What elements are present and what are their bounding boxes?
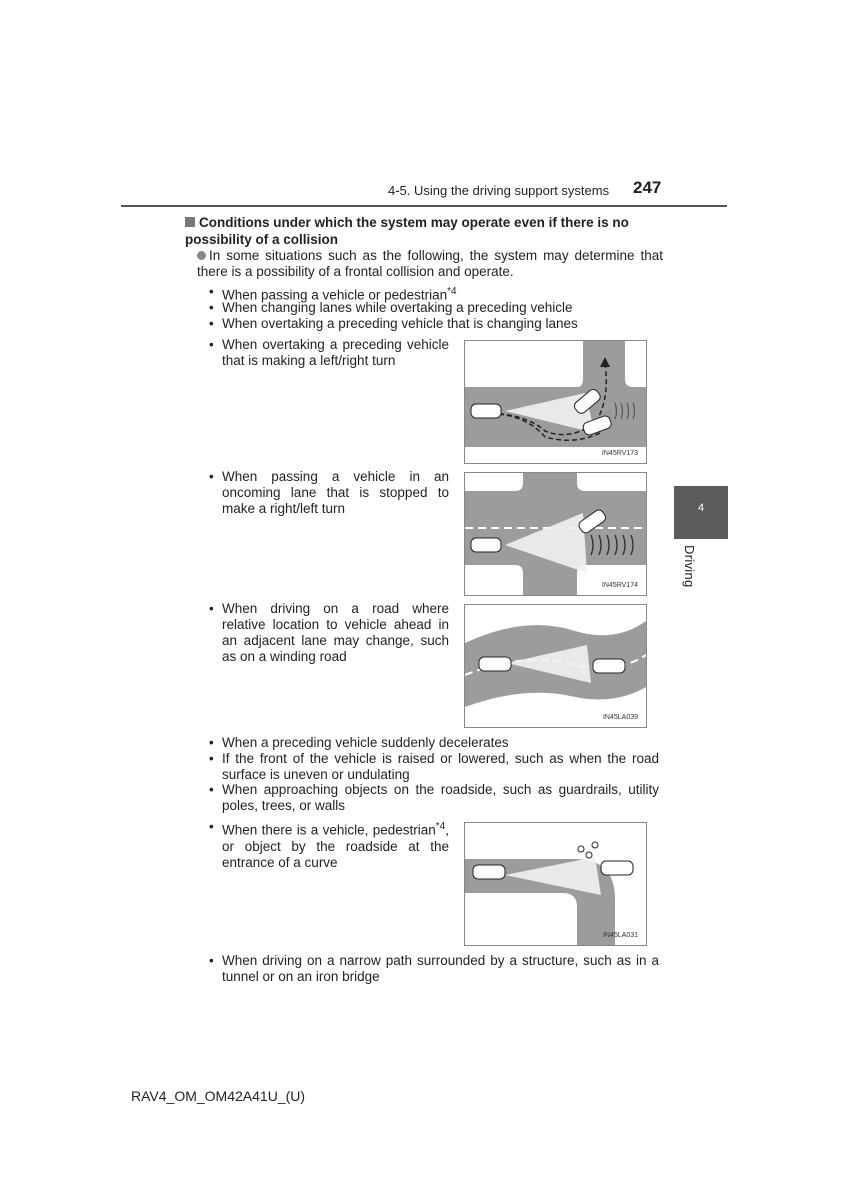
- item-text: , or object by the roadside at the entrance of a curve: [222, 822, 449, 870]
- intro-text: In some situations such as the following, the system may determine that there is a possibility of a frontal collision and operate.: [197, 248, 663, 279]
- item-text: When passing a vehicle or pedestrian: [222, 287, 448, 303]
- list-item: [209, 953, 659, 985]
- round-bullet-icon: [197, 251, 206, 260]
- figure-code: IN45LA039: [602, 714, 638, 721]
- item-text: When changing lanes while overtaking a preceding vehicle: [222, 300, 573, 315]
- item-text: When overtaking a preceding vehicle that is changing lanes: [222, 316, 578, 331]
- chapter-label: Driving: [682, 545, 697, 588]
- bullet-dot-icon: •: [209, 337, 214, 352]
- footnote-ref: *4: [447, 286, 457, 297]
- list-item: [209, 337, 449, 369]
- bullet-dot-icon: •: [209, 316, 214, 331]
- figure-code: IN45LA031: [602, 932, 638, 939]
- bullet-dot-icon: •: [209, 284, 214, 299]
- chapter-number: 4: [697, 502, 705, 514]
- item-text: When passing a vehicle in an oncoming lane that is stopped to make a right/left turn: [222, 469, 449, 516]
- bullet-dot-icon: •: [209, 751, 214, 766]
- chapter-tab[interactable]: [674, 486, 728, 539]
- item-text: When overtaking a preceding vehicle that is making a left/right turn: [222, 337, 449, 368]
- figure-code: IN45RV173: [601, 450, 638, 457]
- figure-code: IN45RV174: [601, 582, 638, 589]
- item-text: When driving on a narrow path surrounded by a structure, such as in a tunnel or on an iron bridge: [222, 953, 659, 984]
- header-divider: [121, 205, 727, 207]
- bullet-dot-icon: •: [209, 735, 214, 750]
- figure-winding-road: [464, 604, 647, 728]
- item-text: When driving on a road where relative location to vehicle ahead in an adjacent lane may change, such as on a winding road: [222, 601, 449, 664]
- bullet-dot-icon: •: [209, 819, 214, 834]
- list-item: [209, 751, 659, 783]
- item-text: When there is a vehicle, pedestrian: [222, 822, 436, 838]
- item-text: If the front of the vehicle is raised or lowered, such as when the road surface is uneven or undulating: [222, 751, 659, 782]
- footer-manual-id: RAV4_OM_OM42A41U_(U): [131, 1088, 306, 1104]
- list-item: [209, 300, 669, 316]
- section-heading-text: Conditions under which the system may operate even if there is no possibility of a collision: [185, 215, 629, 247]
- page-number: 247: [633, 178, 662, 197]
- list-item: [209, 735, 659, 751]
- figure-oncoming-vehicle: [464, 472, 647, 596]
- item-text: When a preceding vehicle suddenly decelerates: [222, 735, 509, 750]
- intro-paragraph: [197, 248, 663, 280]
- figure-turning-vehicle: [464, 340, 647, 464]
- bullet-dot-icon: •: [209, 601, 214, 616]
- bullet-dot-icon: •: [209, 469, 214, 484]
- list-item: [209, 316, 669, 332]
- header-section-title: 4-5. Using the driving support systems: [388, 183, 610, 198]
- list-item: [209, 469, 449, 517]
- list-item: [209, 601, 449, 665]
- item-text: When approaching objects on the roadside, such as guardrails, utility poles, trees, or walls: [222, 782, 659, 813]
- bullet-dot-icon: •: [209, 953, 214, 968]
- section-heading: [185, 214, 665, 248]
- footnote-ref: *4: [435, 821, 446, 832]
- square-bullet-icon: [185, 217, 195, 227]
- bullet-dot-icon: •: [209, 300, 214, 315]
- list-item: [209, 819, 449, 871]
- figure-curve-entrance: [464, 822, 647, 946]
- bullet-dot-icon: •: [209, 782, 214, 797]
- list-item: [209, 782, 659, 814]
